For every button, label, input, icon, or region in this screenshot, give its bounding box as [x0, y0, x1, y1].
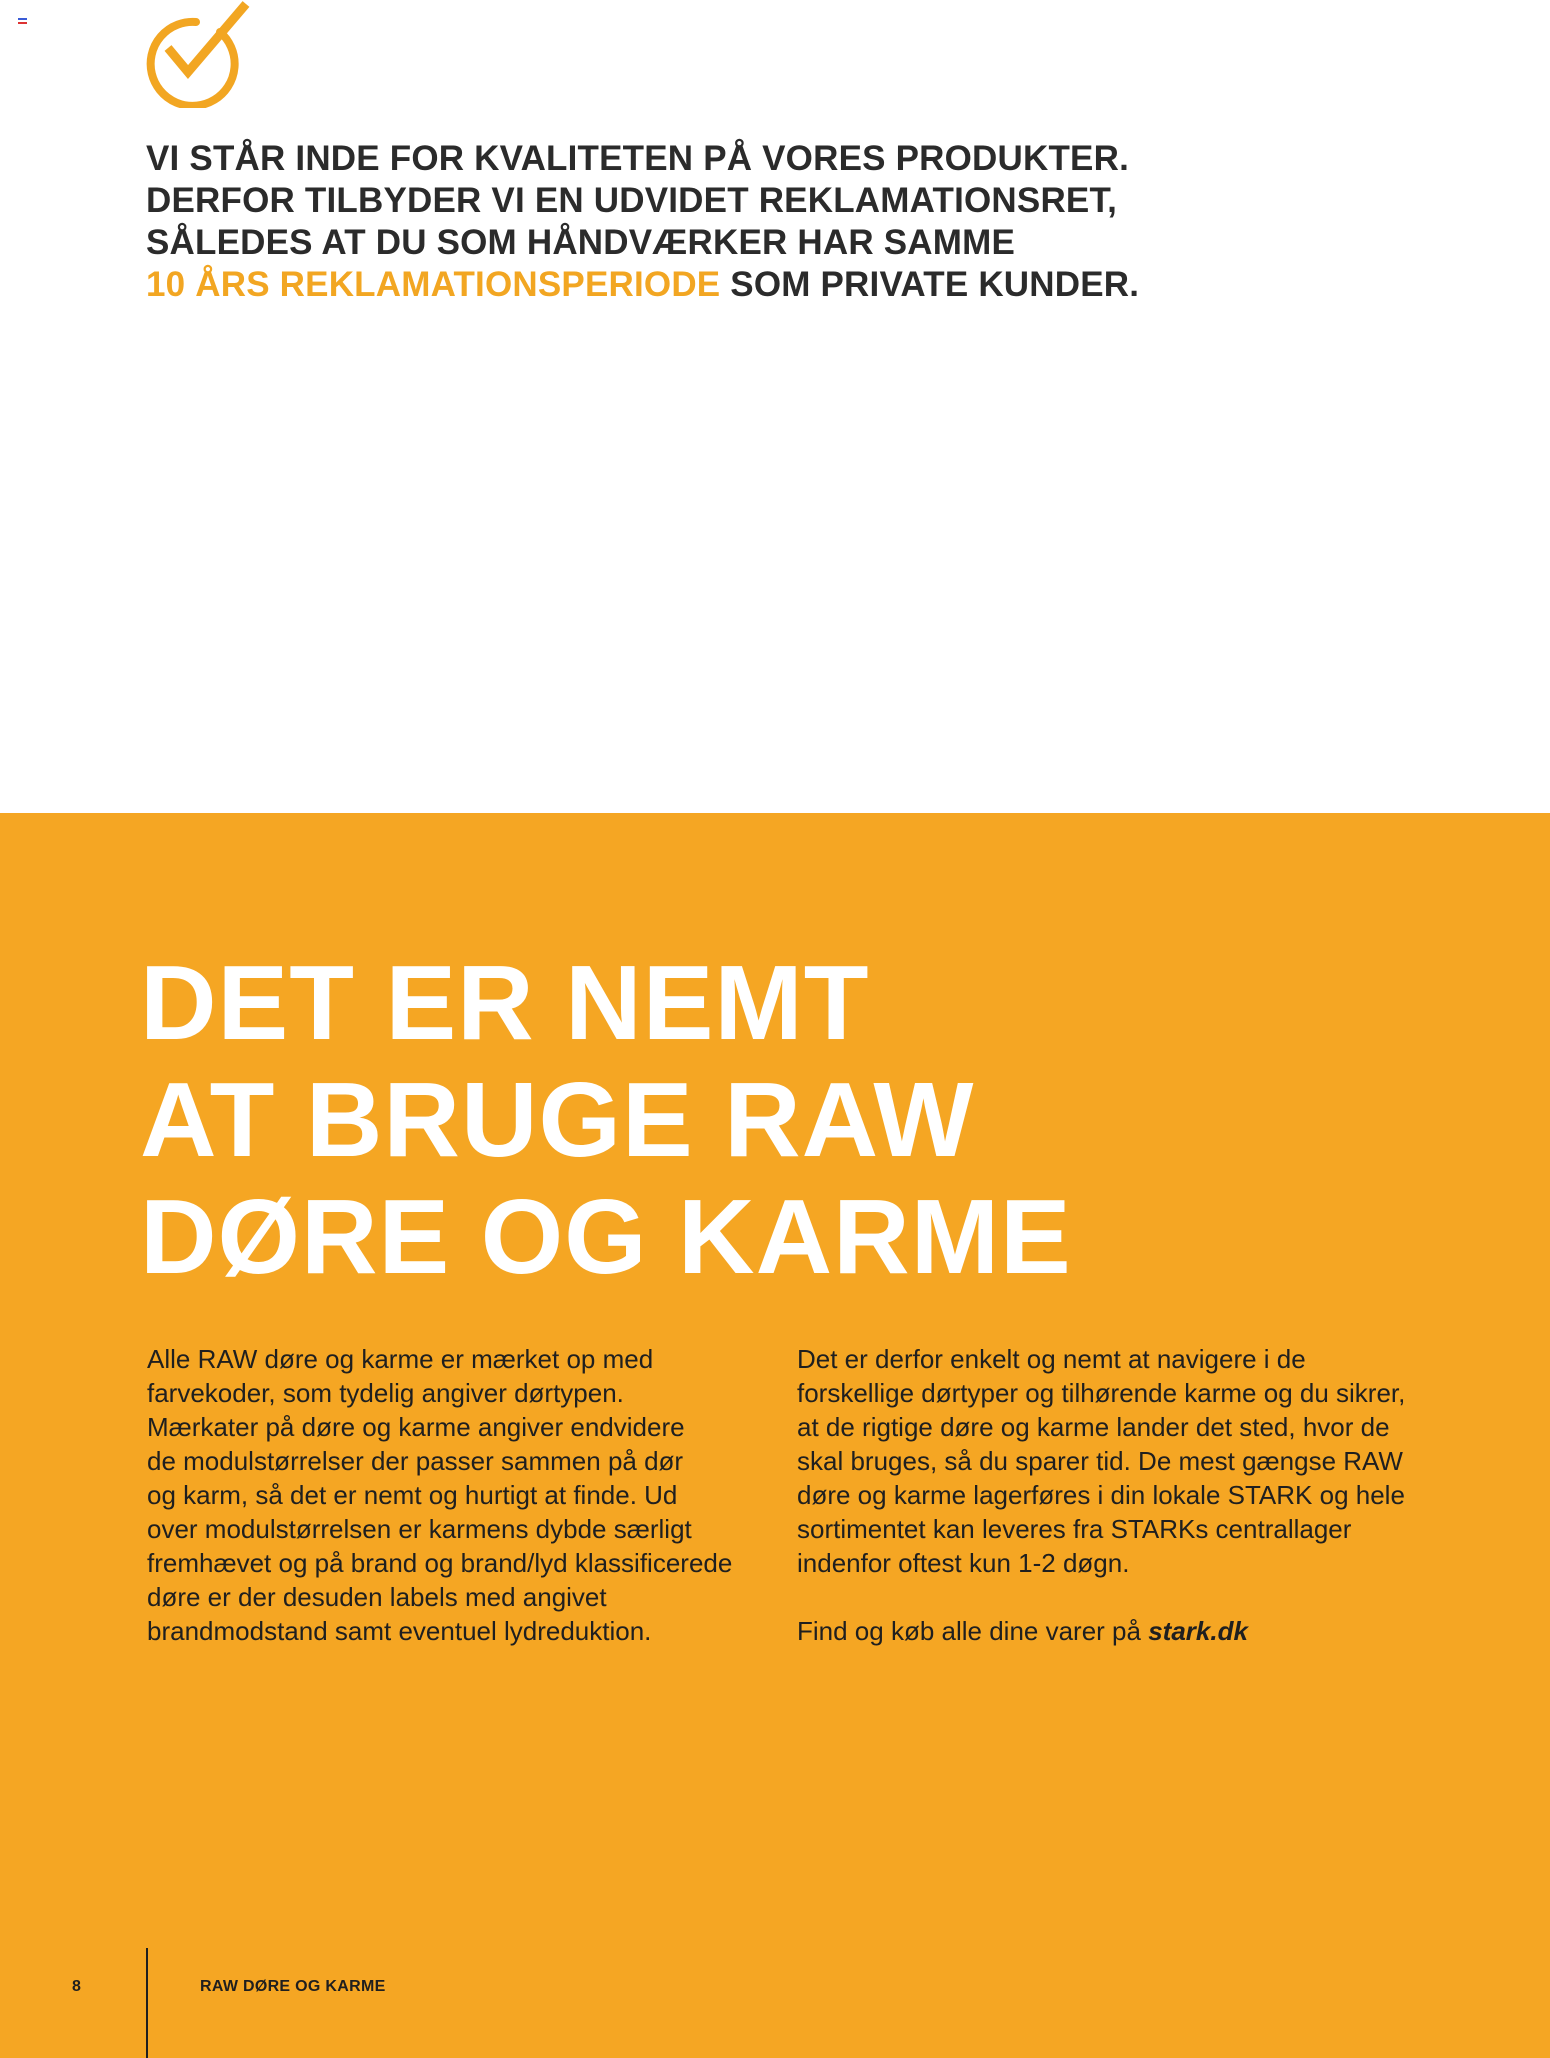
body-left-line: de modulstørrelser der passer sammen på dør [147, 1446, 684, 1476]
warranty-highlight: 10 ÅRS REKLAMATIONSPERIODE [146, 265, 721, 304]
body-left-line: og karm, så det er nemt og hurtigt at finde. Ud [147, 1480, 678, 1510]
body-left-line: Mærkater på døre og karme angiver endvidere [147, 1412, 685, 1442]
body-left-line: Alle RAW døre og karme er mærket op med [147, 1344, 654, 1374]
headline [140, 945, 1072, 1296]
footer-divider [146, 1948, 148, 2058]
headline-line-3: DØRE OG KARME [140, 1178, 1072, 1296]
quality-line-4-rest: SOM PRIVATE KUNDER. [720, 265, 1140, 304]
body-right-line: forskellige dørtyper og tilhørende karme og du sikrer, [797, 1378, 1406, 1408]
body-left-line: brandmodstand samt eventuel lydreduktion. [147, 1616, 652, 1646]
checkmark-circle-icon [138, 0, 250, 108]
body-right-line: døre og karme lagerføres i din lokale STARK og hele [797, 1480, 1405, 1510]
body-left-text [147, 1342, 767, 1648]
body-left-line: over modulstørrelsen er karmens dybde særligt [147, 1514, 692, 1544]
corner-mark [18, 18, 27, 24]
quality-line-3: SÅLEDES AT DU SOM HÅNDVÆRKER HAR SAMME [146, 223, 1016, 262]
find-online-text [797, 1614, 1417, 1648]
body-right-line: Det er derfor enkelt og nemt at navigere i de [797, 1344, 1306, 1374]
body-right-line: sortimentet kan leveres fra STARKs centrallager [797, 1514, 1352, 1544]
stark-link[interactable]: stark.dk [1148, 1616, 1248, 1646]
body-right-line: indenfor oftest kun 1-2 døgn. [797, 1548, 1130, 1578]
body-right-line: at de rigtige døre og karme lander det sted, hvor de [797, 1412, 1390, 1442]
body-column-left [147, 1342, 767, 1648]
body-right-line: skal bruges, så du sparer tid. De mest gængse RAW [797, 1446, 1403, 1476]
body-right-text [797, 1342, 1417, 1580]
body-left-line: døre er der desuden labels med angivet [147, 1582, 607, 1612]
body-left-line: farvekoder, som tydelig angiver dørtypen. [147, 1378, 624, 1408]
quality-statement [146, 138, 1446, 306]
section-label: RAW DØRE OG KARME [200, 1978, 386, 1995]
body-column-right [797, 1342, 1417, 1648]
quality-line-1: VI STÅR INDE FOR KVALITETEN PÅ VORES PRODUKTER. [146, 139, 1129, 178]
quality-line-4 [146, 264, 1446, 306]
headline-line-1: DET ER NEMT [140, 944, 870, 1062]
find-online-label: Find og køb alle dine varer på [797, 1616, 1149, 1646]
headline-line-2: AT BRUGE RAW [140, 1061, 975, 1179]
body-left-line: fremhævet og på brand og brand/lyd klassificerede [147, 1548, 733, 1578]
quality-line-2: DERFOR TILBYDER VI EN UDVIDET REKLAMATIONSRET, [146, 181, 1118, 220]
page-number: 8 [72, 1978, 81, 1995]
